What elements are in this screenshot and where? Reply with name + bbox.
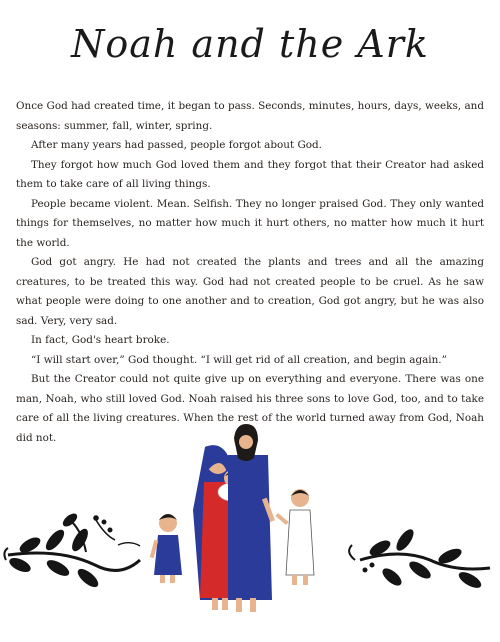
paragraph: “I will start over,” God thought. “I will get rid of all creation, and begin again.” bbox=[31, 353, 447, 366]
paragraph: People became violent. Mean. Selfish. They no longer praised God. They only wanted things for themselves, no matter how much it hurt others, no matter how much it hurt the world. bbox=[16, 197, 484, 249]
left-vine-ornament bbox=[4, 512, 140, 590]
paragraph: God got angry. He had not created the plants and trees and all the amazing creatures, to be treated this way. God had not created people to be cruel. As he saw what people were doing to one another and to creation, God got angry, but he was also sad. Very, very sad. bbox=[16, 256, 484, 327]
paragraph: But the Creator could not quite give up on everything and everyone. There was one man, Noah, who still loved God. Noah raised his three sons to love God, too, and to take care of all the living creatures. When the rest of the world turned away from God, Noah did not. bbox=[16, 373, 484, 444]
father-figure bbox=[228, 424, 275, 612]
story-text bbox=[16, 97, 484, 448]
boy-figure-left bbox=[150, 514, 182, 583]
page-title: Noah and the Ark bbox=[71, 22, 429, 66]
right-vine-ornament bbox=[349, 527, 490, 590]
paragraph: After many years had passed, people forgot about God. bbox=[31, 139, 322, 151]
paragraph: Once God had created time, it began to pass. Seconds, minutes, hours, days, weeks, and seasons: summer, fall, winter, spring. bbox=[16, 100, 484, 132]
family-illustration bbox=[0, 420, 500, 642]
paragraph: In fact, God's heart broke. bbox=[31, 334, 170, 346]
boy-figure-right bbox=[275, 489, 314, 585]
paragraph: They forgot how much God loved them and they forgot that their Creator had asked them to take care of all living things. bbox=[16, 158, 484, 190]
